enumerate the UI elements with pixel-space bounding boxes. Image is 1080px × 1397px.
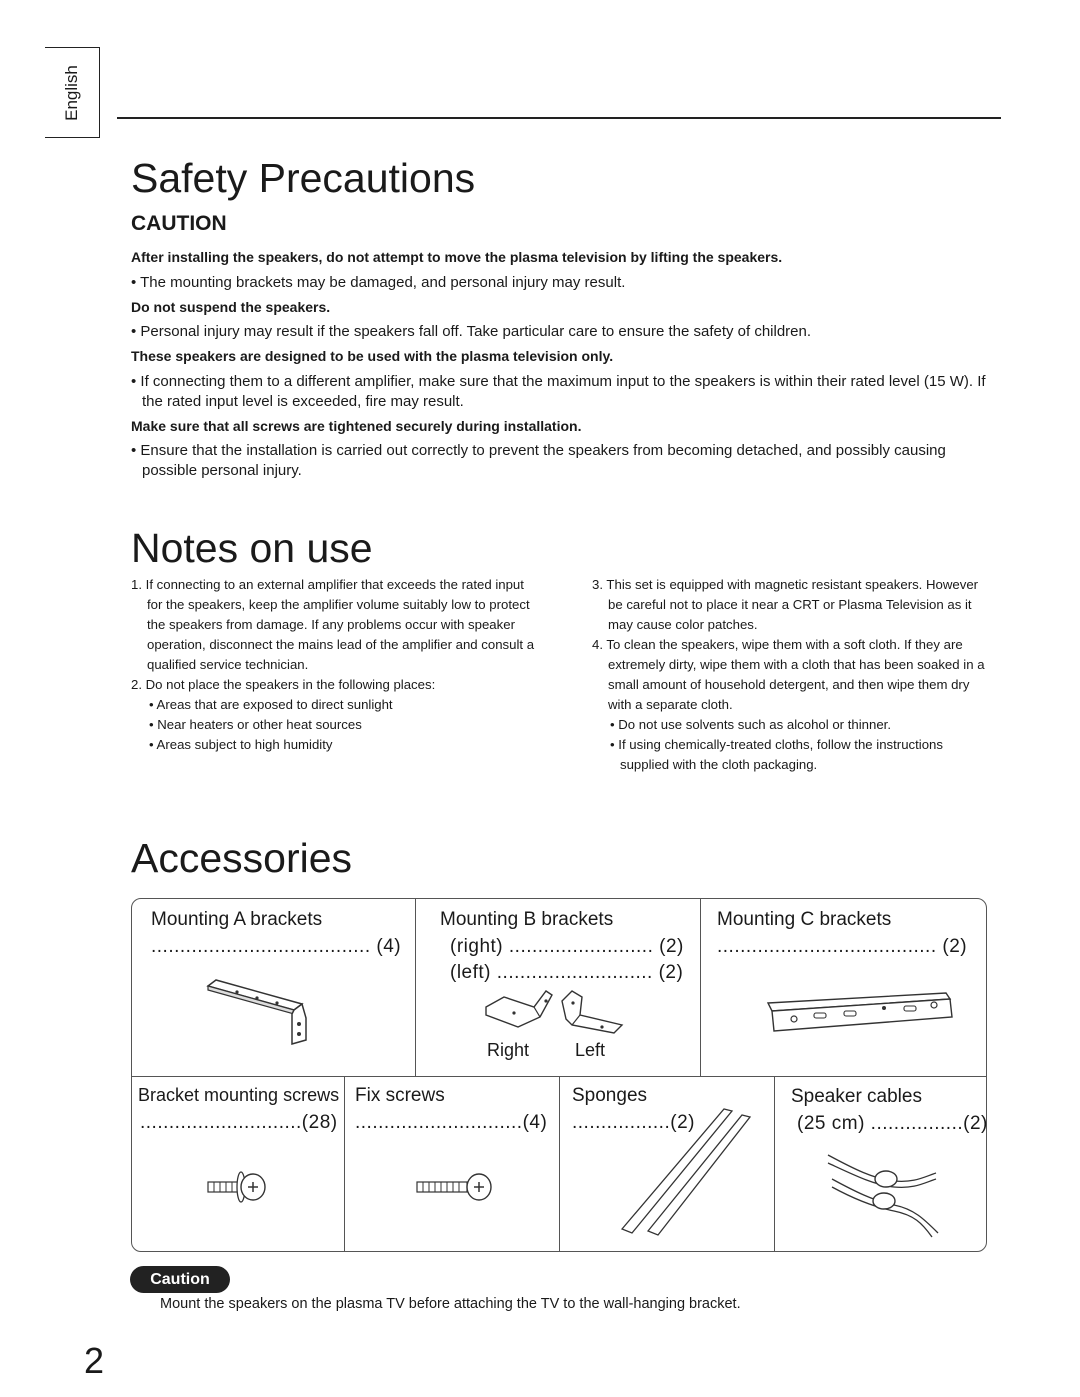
fix-screw-icon [415, 1171, 495, 1203]
mounting-b-left-qty: (left) ........................... (2) [450, 962, 684, 983]
grid-divider [700, 899, 701, 1076]
safety-title: Safety Precautions [131, 155, 476, 201]
accessories-table [131, 898, 987, 1252]
notes-item-1: 1. If connecting to an external amplifier that exceeds the rated input for the speakers, keep the amplifier volume suitably low to protect the speakers from damage. If any problems occur with speaker operation, disconnect the mains lead of the amplifier and consult a qualified service technician. [131, 577, 535, 672]
sponges-icon [620, 1107, 755, 1237]
safety-bold-4: Make sure that all screws are tightened securely during installation. [131, 418, 582, 434]
notes-sub-item: • If using chemically-treated cloths, follow the instructions supplied with the cloth packaging. [610, 737, 943, 772]
safety-bullet-1: • The mounting brackets may be damaged, and personal injury may result. [131, 274, 626, 291]
notes-item-3: 3. This set is equipped with magnetic resistant speakers. However be careful not to place it near a CRT or Plasma Television as it may cause color patches. [592, 577, 979, 632]
notes-right-column [592, 575, 992, 775]
mounting-c-title: Mounting C brackets [717, 909, 892, 930]
mounting-a-bracket-icon [202, 974, 317, 1049]
notes-title: Notes on use [131, 525, 373, 571]
notes-item-4: 4. To clean the speakers, wipe them with a soft cloth. If they are extremely dirty, wipe them with a cloth that has been soaked in a small amount of household detergent, and then wipe them dry with a separate cloth. [592, 637, 985, 712]
header-rule [117, 117, 1001, 119]
safety-bullet-4: • Ensure that the installation is carried out correctly to prevent the speakers from becoming detached, and possibly causing possible personal injury. [131, 442, 946, 479]
mounting-b-right-qty: (right) ......................... (2) [450, 936, 684, 957]
mounting-c-qty: ...................................... (2) [717, 936, 968, 957]
mounting-b-title: Mounting B brackets [440, 909, 614, 930]
mounting-b-left-label: Left [575, 1040, 606, 1060]
speaker-cables-title: Speaker cables [791, 1086, 922, 1107]
speaker-cables-qty: (25 cm) ................(2) [797, 1113, 988, 1134]
mounting-b-right-label: Right [487, 1040, 530, 1060]
notes-item-2: 2. Do not place the speakers in the following places: [131, 677, 436, 692]
caution-badge: Caution [130, 1266, 230, 1293]
grid-divider [774, 1076, 775, 1252]
page-number: 2 [84, 1340, 105, 1381]
grid-divider [344, 1076, 345, 1252]
safety-bullet-3: • If connecting them to a different amplifier, make sure that the maximum input to the speakers is within their rated level (15 W). If the rated input level is exceeded, fire may result. [131, 373, 986, 410]
caution-heading: CAUTION [131, 212, 227, 235]
grid-divider [415, 899, 416, 1076]
language-tab [45, 47, 100, 138]
notes-left-column [131, 575, 541, 755]
language-tab-label: English [62, 64, 81, 121]
bracket-screws-title: Bracket mounting screws [138, 1085, 340, 1105]
mounting-b-brackets-icon [484, 987, 629, 1037]
mounting-a-qty: ...................................... (4) [151, 936, 402, 957]
safety-bullet-2: • Personal injury may result if the speakers fall off. Take particular care to ensure the safety of children. [131, 323, 812, 340]
safety-bold-2: Do not suspend the speakers. [131, 299, 331, 315]
mounting-a-title: Mounting A brackets [151, 909, 323, 930]
safety-bold-1: After installing the speakers, do not attempt to move the plasma television by lifting the speakers. [131, 249, 783, 265]
fix-screws-qty: .............................(4) [355, 1112, 548, 1133]
speaker-cables-icon [824, 1149, 944, 1239]
notes-sub-item: • Areas subject to high humidity [149, 737, 333, 752]
grid-divider [559, 1076, 560, 1252]
notes-sub-item: • Areas that are exposed to direct sunlight [149, 697, 393, 712]
accessories-title: Accessories [131, 835, 353, 881]
sponges-title: Sponges [572, 1085, 648, 1106]
sponges-qty: .................(2) [572, 1112, 695, 1133]
safety-bold-3: These speakers are designed to be used with the plasma television only. [131, 348, 614, 364]
fix-screws-title: Fix screws [355, 1085, 445, 1106]
mounting-c-bracket-icon [764, 989, 959, 1039]
bracket-screw-icon [206, 1169, 268, 1205]
caution-footer-text: Mount the speakers on the plasma TV before attaching the TV to the wall-hanging bracket. [160, 1296, 741, 1312]
notes-sub-item: • Do not use solvents such as alcohol or thinner. [610, 717, 891, 732]
notes-sub-item: • Near heaters or other heat sources [149, 717, 362, 732]
bracket-screws-qty: ............................(28) [140, 1112, 338, 1133]
